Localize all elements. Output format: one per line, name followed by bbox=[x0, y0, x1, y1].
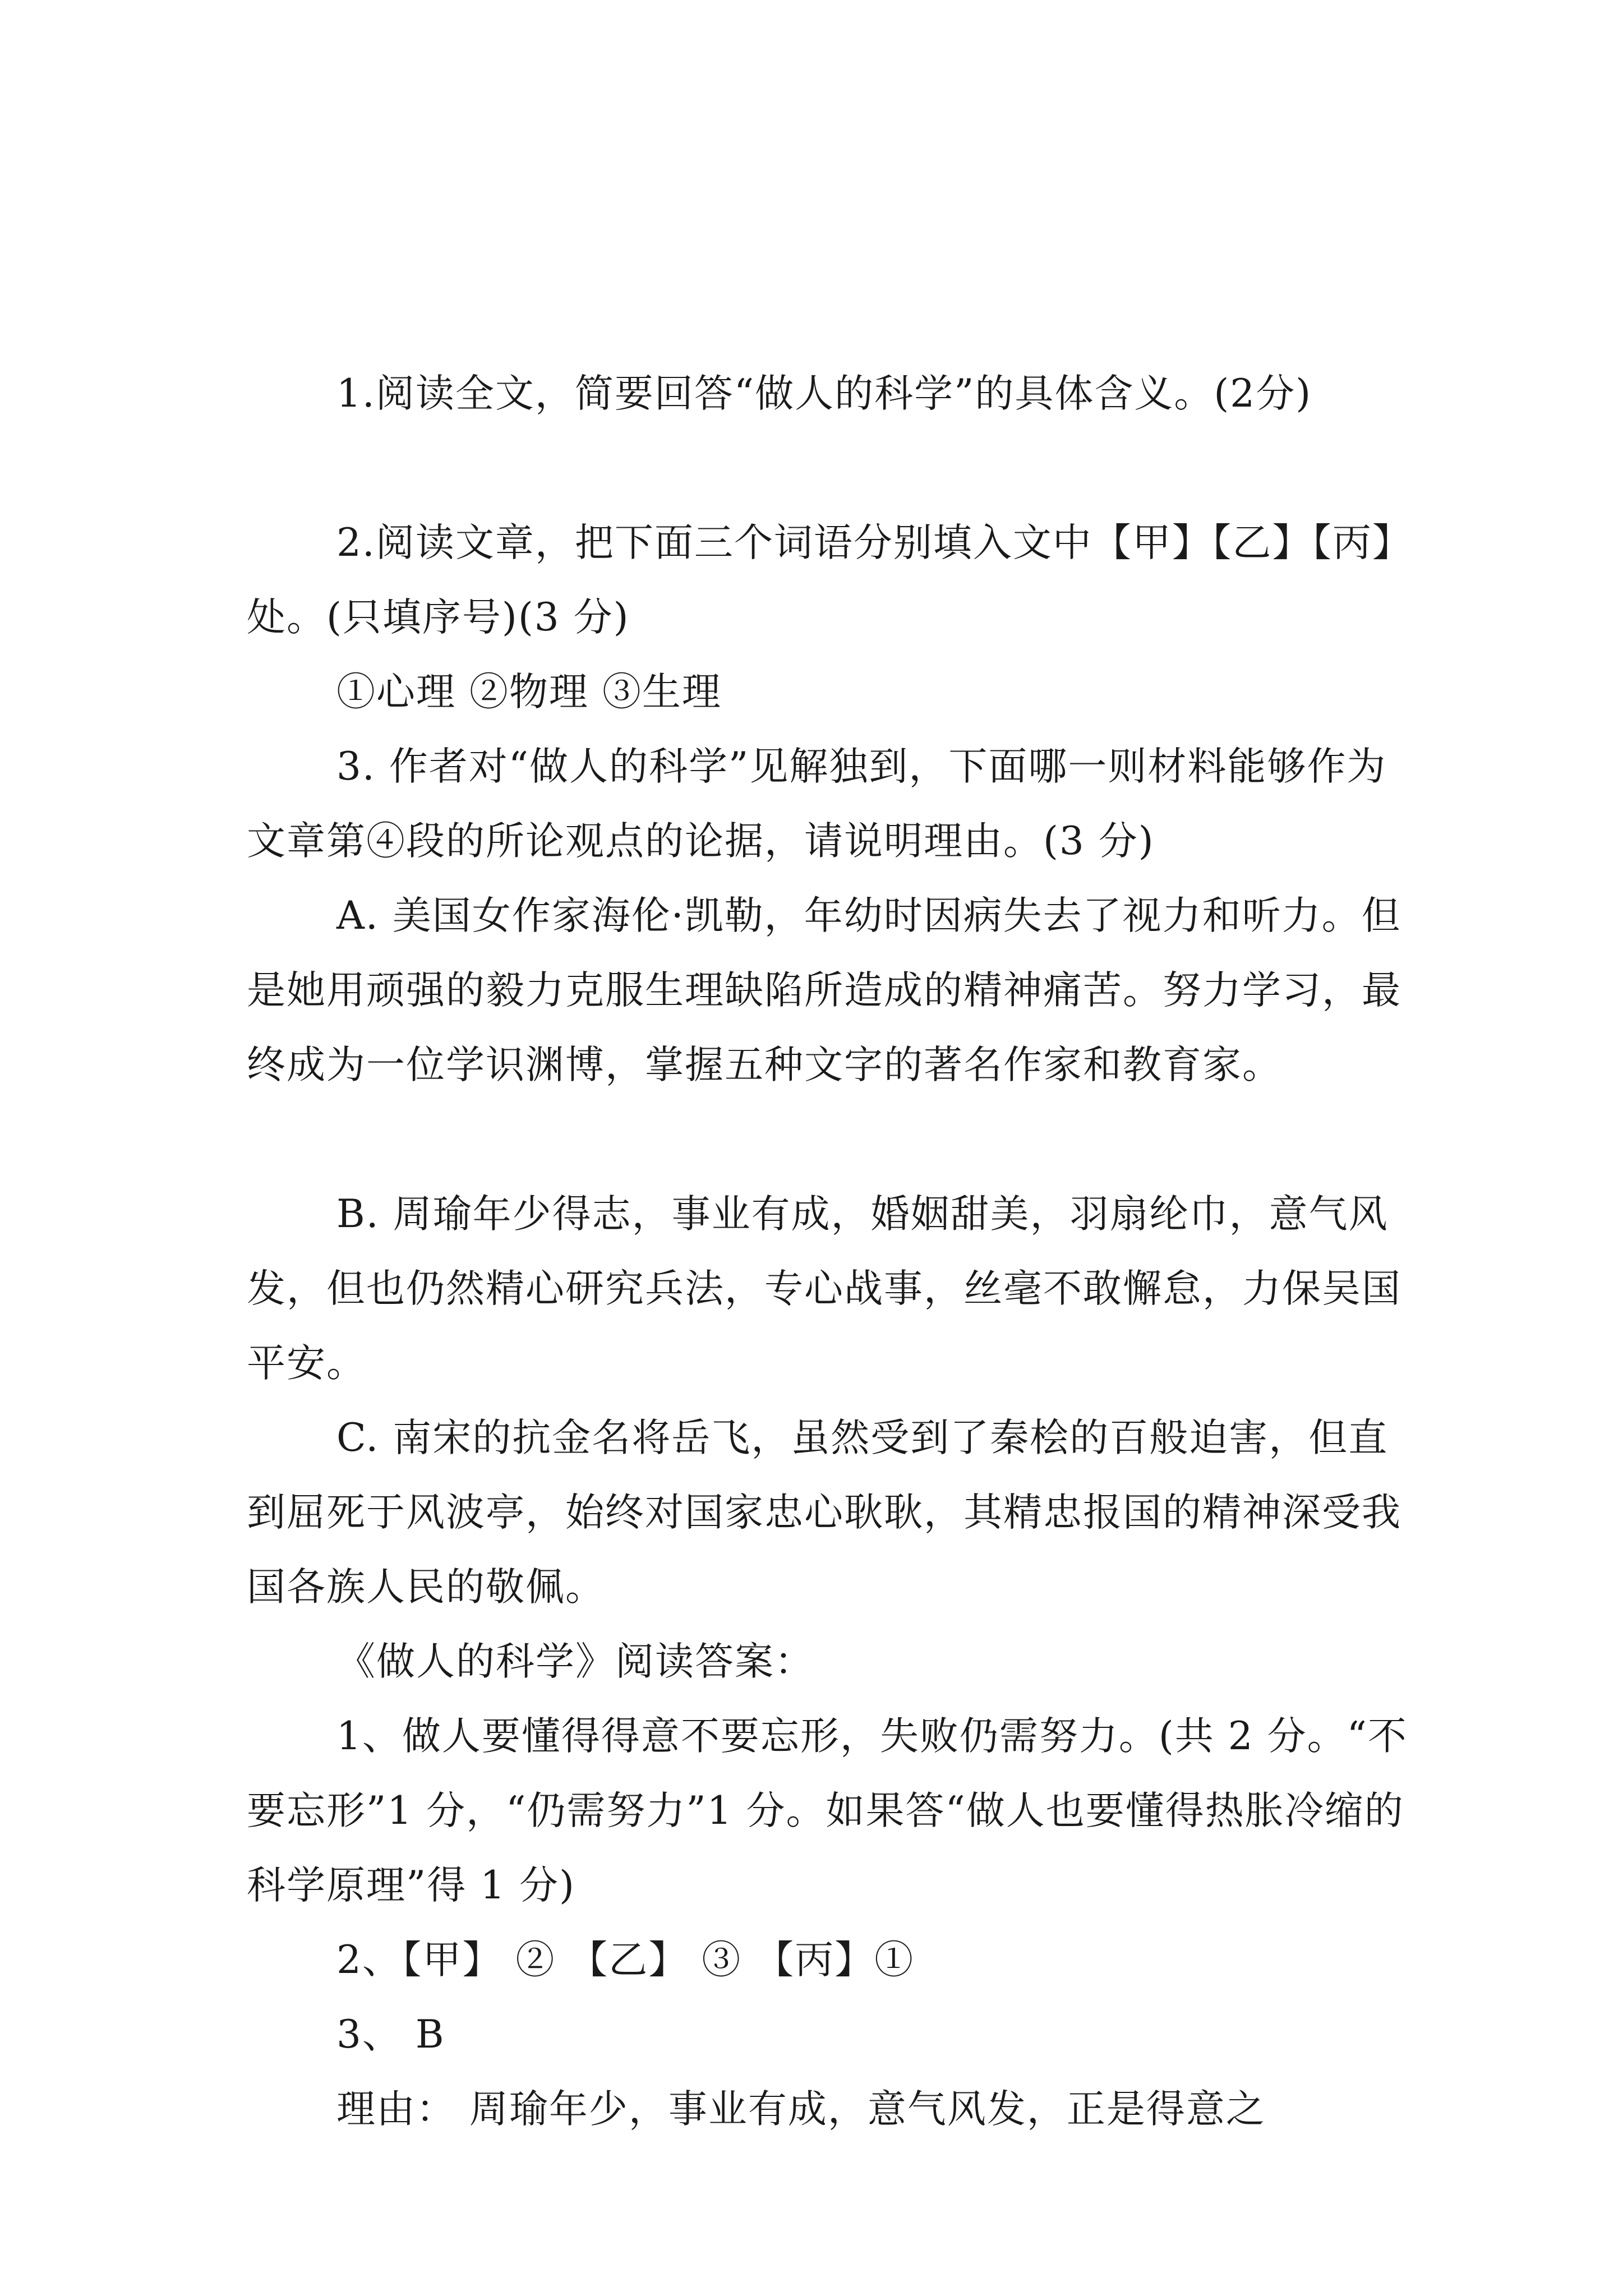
question-3-text: 3. 作者对“做人的科学”见解独到，下面哪一则材料能够作为文章第④段的所论观点的论据，请说明理由。(3 分) bbox=[247, 744, 1387, 864]
answer-reason bbox=[247, 1923, 1413, 2296]
option-b-text: B. 周瑜年少得志，事业有成，婚姻甜美，羽扇纶巾，意气风发，但也仍然精心研究兵法，专心战事，丝毫不敢懈怠，力保吴国平安。 bbox=[247, 1192, 1401, 1386]
answer-3-text: 3、 B bbox=[336, 2012, 445, 2057]
question-2-text: 2.阅读文章，把下面三个词语分别填入文中【甲】【乙】【丙】处。(只填序号)(3 分) bbox=[247, 520, 1412, 640]
answer-reason-text: 理由： 周瑜年少，事业有成，意气风发，正是得意之 bbox=[336, 2087, 1266, 2132]
answer-2-text: 2、【甲】 ② 【乙】 ③ 【丙】① bbox=[336, 1938, 915, 1983]
option-c-text: C. 南宋的抗金名将岳飞，虽然受到了秦桧的百般迫害，但直到屈死于风波亭，始终对国家忠心耿耿，其精忠报国的精神深受我国各族人民的敬佩。 bbox=[247, 1416, 1401, 1610]
question-1-text: 1.阅读全文，简要回答“做人的科学”的具体含义。(2分) bbox=[336, 371, 1312, 416]
answers-heading-text: 《做人的科学》阅读答案： bbox=[336, 1639, 814, 1684]
question-2-options-text: ①心理 ②物理 ③生理 bbox=[336, 670, 722, 714]
answer-1-text: 1、做人要懂得得意不要忘形，失败仍需努力。(共 2 分。“不要忘形”1 分，“仍需努力”1 分。如果答“做人也要懂得热胀冷缩的科学原理”得 1 分) bbox=[247, 1714, 1408, 1908]
option-a-text: A. 美国女作家海伦·凯勒，年幼时因病失去了视力和听力。但是她用顽强的毅力克服生理缺陷所造成的精神痛苦。努力学习，最终成为一位学识渊博，掌握五种文字的著名作家和教育家。 bbox=[247, 893, 1401, 1087]
